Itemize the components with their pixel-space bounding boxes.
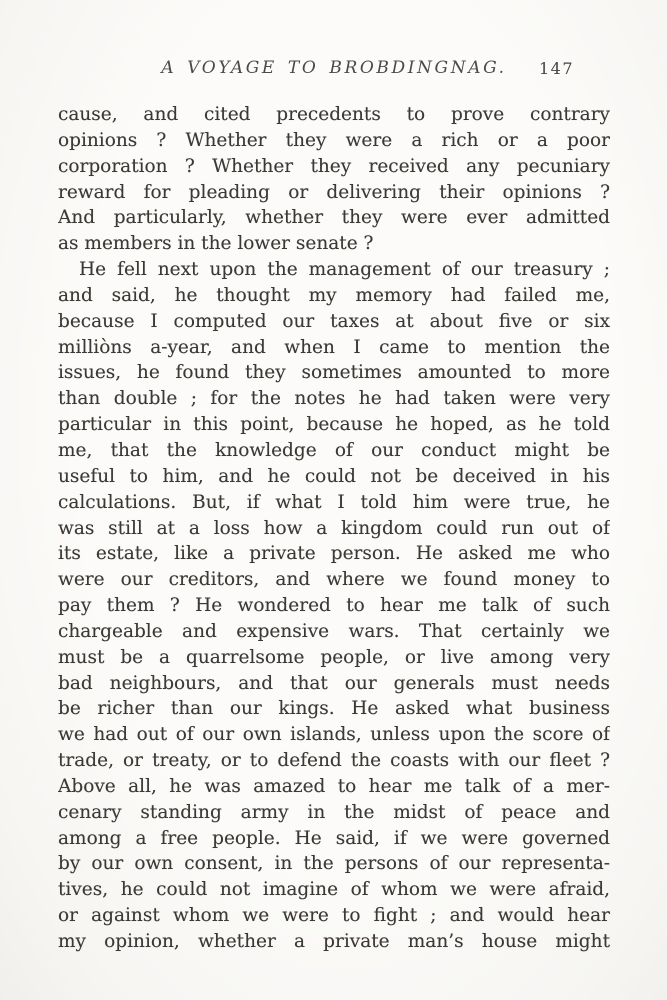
text-line: my opinion, whether a private man’s house might <box>58 931 610 952</box>
header-title: A VOYAGE TO BROBDINGNAG. <box>161 58 507 78</box>
text-line: was still at a loss how a kingdom could run out of <box>58 517 610 539</box>
text-line: milliòns a-year, and when I came to mention the <box>58 336 610 358</box>
text-line: by our own consent, in the persons of our representa- <box>58 853 610 875</box>
text-line: Above all, he was amazed to hear me talk of a mer- <box>58 775 610 797</box>
text-line: among a free people. He said, if we were governed <box>58 827 610 849</box>
paragraph-2 <box>58 257 610 955</box>
text-line: And particularly, whether they were ever admitted <box>58 207 610 229</box>
body-text <box>58 102 610 955</box>
text-line: bad neighbours, and that our generals must needs <box>58 672 610 694</box>
text-line: reward for pleading or delivering their opinions ? <box>58 181 610 203</box>
text-line: me, that the knowledge of our conduct might be <box>58 439 610 461</box>
text-line: because I computed our taxes at about five or six <box>58 310 610 332</box>
paragraph-1 <box>58 102 610 257</box>
text-line: useful to him, and he could not be deceived in his <box>58 465 610 487</box>
text-line: chargeable and expensive wars. That certainly we <box>58 620 610 642</box>
text-line: trade, or treaty, or to defend the coasts with our fleet ? <box>58 750 610 772</box>
text-line: He fell next upon the management of our treasury ; <box>79 259 610 281</box>
text-line: particular in this point, because he hoped, as he told <box>58 414 610 436</box>
text-line: calculations. But, if what I told him were true, he <box>58 491 610 513</box>
running-header <box>58 58 610 82</box>
text-line: cause, and cited precedents to prove contrary <box>58 104 610 125</box>
text-line: and said, he thought my memory had failed me, <box>58 284 610 306</box>
page-number: 147 <box>538 59 574 78</box>
text-line: tives, he could not imagine of whom we were afraid, <box>58 879 610 901</box>
text-line: were our creditors, and where we found money to <box>58 569 610 591</box>
text-line: we had out of our own islands, unless upon the score of <box>58 724 610 746</box>
text-line: must be a quarrelsome people, or live among very <box>58 646 610 668</box>
text-line: be richer than our kings. He asked what business <box>58 698 610 720</box>
text-line: as members in the lower senate ? <box>58 233 374 255</box>
text-line: issues, he found they sometimes amounted to more <box>58 362 610 384</box>
text-line: than double ; for the notes he had taken were very <box>58 388 610 410</box>
text-line: cenary standing army in the midst of peace and <box>58 801 610 823</box>
text-line: pay them ? He wondered to hear me talk of such <box>58 595 610 617</box>
text-line: or against whom we were to fight ; and would hear <box>58 905 610 927</box>
text-line: its estate, like a private person. He asked me who <box>58 543 610 565</box>
page-content <box>58 58 610 955</box>
text-line: opinions ? Whether they were a rich or a poor <box>58 129 610 151</box>
text-line: corporation ? Whether they received any pecuniary <box>58 155 610 177</box>
